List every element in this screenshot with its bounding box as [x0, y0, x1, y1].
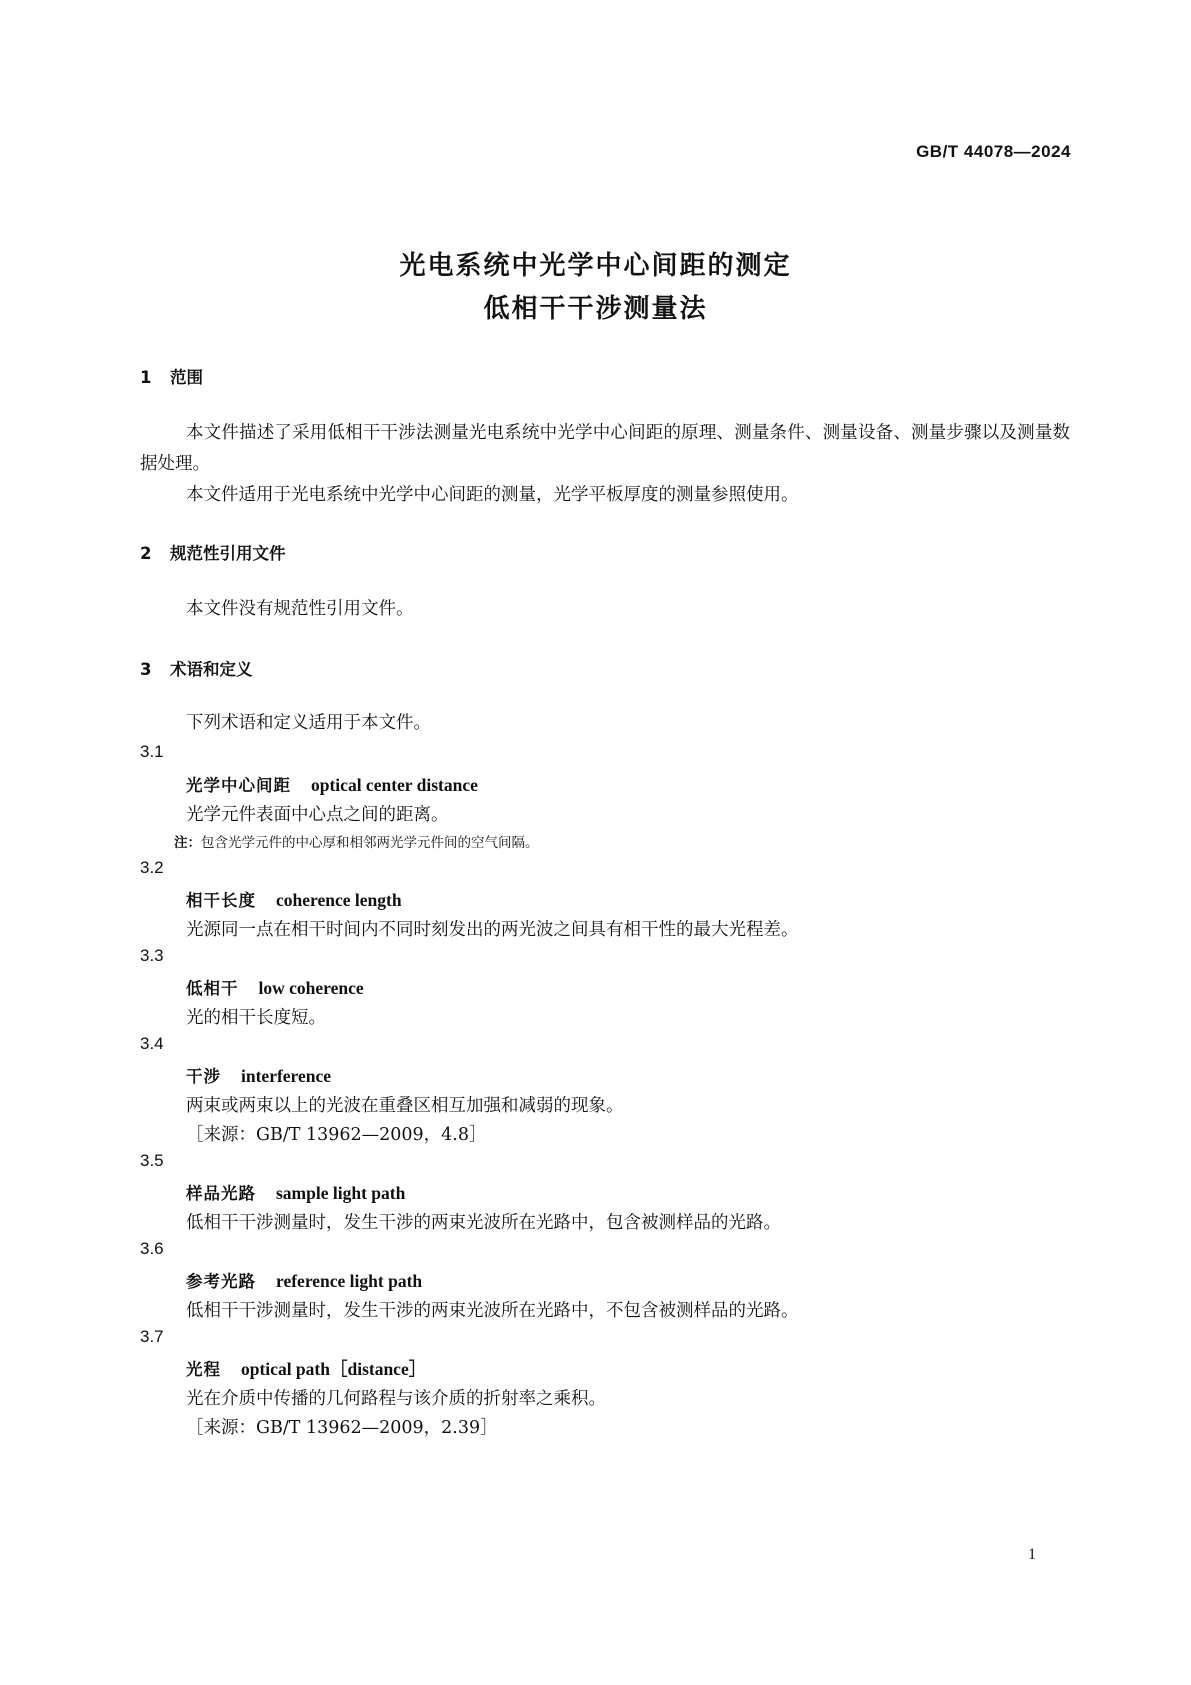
term-name-zh: 参考光路: [186, 1272, 256, 1291]
section-heading-scope: [140, 364, 203, 388]
scope-paragraph-1: 本文件描述了采用低相干干涉法测量光电系统中光学中心间距的原理、测量条件、测量设备、测量步骤以及测量数据处理。: [140, 423, 1070, 474]
term-name-en: optical path［distance］: [241, 1359, 427, 1379]
term-name-zh: 样品光路: [186, 1184, 256, 1203]
term-number: 3.7: [140, 1327, 164, 1346]
term-source: ［来源：GB/T 13962—2009，4.8］: [186, 1125, 487, 1145]
section-title: 规范性引用文件: [170, 544, 286, 563]
scope-paragraph-2: 本文件适用于光电系统中光学中心间距的测量，光学平板厚度的测量参照使用。: [186, 485, 799, 505]
section-title: 范围: [170, 368, 203, 387]
term-name: [186, 1063, 331, 1087]
term-name-en: reference light path: [276, 1271, 423, 1291]
section-heading-normative-references: [140, 540, 286, 564]
term-definition: 光在介质中传播的几何路程与该介质的折射率之乘积。: [186, 1389, 606, 1409]
document-title-line1: 光电系统中光学中心间距的测定: [399, 251, 792, 281]
term-definition: 两束或两束以上的光波在重叠区相互加强和减弱的现象。: [186, 1096, 624, 1116]
term-name-en: optical center distance: [311, 775, 478, 795]
section-title: 术语和定义: [170, 660, 253, 679]
term-definition: 低相干干涉测量时，发生干涉的两束光波所在光路中，不包含被测样品的光路。: [186, 1301, 799, 1321]
term-name: [186, 1356, 426, 1381]
term-name-zh: 光学中心间距: [186, 776, 291, 795]
term-name-en: sample light path: [276, 1183, 406, 1203]
term-definition: 光的相干长度短。: [186, 1008, 326, 1028]
term-name-zh: 相干长度: [186, 891, 256, 910]
term-name-en: low coherence: [258, 978, 364, 998]
terms-intro-paragraph: 下列术语和定义适用于本文件。: [186, 713, 431, 733]
term-name-zh: 光程: [186, 1360, 221, 1379]
term-number: 3.5: [140, 1151, 164, 1170]
term-definition: 光源同一点在相干时间内不同时刻发出的两光波之间具有相干性的最大光程差。: [186, 920, 799, 940]
note-text: 包含光学元件的中心厚和相邻两光学元件间的空气间隔。: [201, 835, 539, 851]
term-note: [174, 831, 539, 851]
term-name-en: coherence length: [276, 890, 402, 910]
document-title-line2: 低相干干涉测量法: [483, 294, 708, 324]
term-number: 3.6: [140, 1239, 164, 1258]
section-number: 3: [140, 660, 152, 679]
term-name-en: interference: [241, 1066, 332, 1086]
term-number: 3.3: [140, 946, 164, 965]
term-definition: 低相干干涉测量时，发生干涉的两束光波所在光路中，包含被测样品的光路。: [186, 1213, 781, 1233]
term-number: 3.2: [140, 858, 164, 877]
term-name: [186, 887, 402, 911]
note-label: 注：: [174, 835, 201, 851]
term-name: [186, 1180, 405, 1204]
section-heading-terms: [140, 656, 253, 680]
term-name: [186, 1268, 422, 1292]
term-name: [186, 975, 364, 999]
standard-code: GB/T 44078—2024: [916, 142, 1071, 161]
page-number: 1: [1028, 1546, 1036, 1563]
term-name: [186, 772, 478, 796]
term-number: 3.1: [140, 742, 164, 761]
term-source: ［来源：GB/T 13962—2009，2.39］: [186, 1418, 498, 1438]
section-number: 1: [140, 368, 152, 387]
term-name-zh: 低相干: [186, 979, 239, 998]
section-number: 2: [140, 544, 152, 563]
term-definition: 光学元件表面中心点之间的距离。: [186, 805, 449, 825]
references-paragraph: 本文件没有规范性引用文件。: [186, 599, 414, 619]
term-number: 3.4: [140, 1034, 164, 1053]
term-name-zh: 干涉: [186, 1067, 221, 1086]
